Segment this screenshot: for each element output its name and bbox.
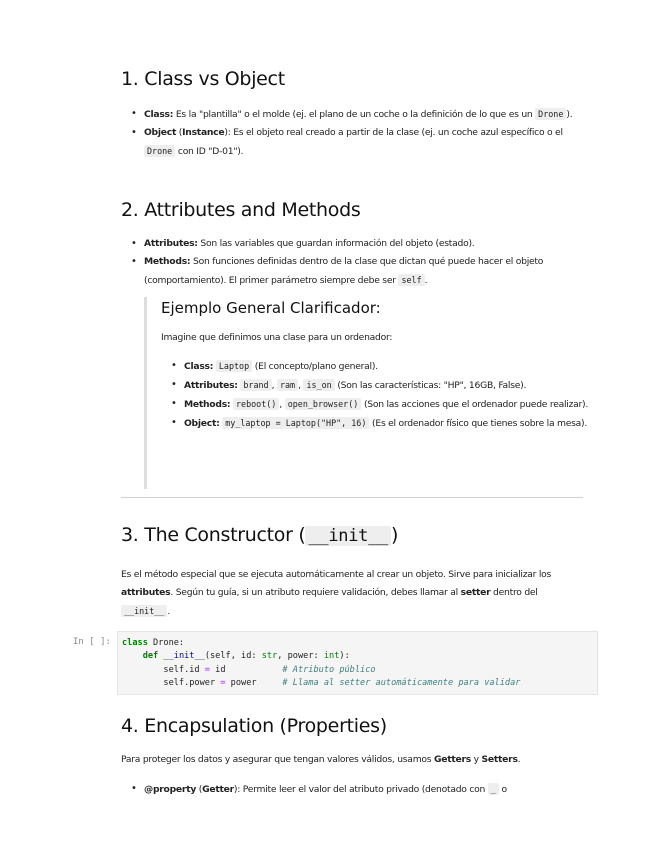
- title-text: ): [390, 524, 399, 546]
- inline-code: _: [488, 783, 499, 795]
- list-item: [121, 235, 583, 253]
- term-label: Getter: [202, 784, 234, 795]
- example-intro: Imagine que definimos una clase para un ordenador:: [161, 332, 393, 343]
- item-text: ):: [233, 784, 241, 795]
- list-item: [121, 124, 583, 161]
- section-title-encapsulation: 4. Encapsulation (Properties): [121, 715, 387, 737]
- code-text: self.power: [122, 677, 221, 688]
- list-item: [121, 253, 583, 290]
- inline-code: brand: [240, 379, 271, 391]
- encapsulation-list: [121, 780, 583, 799]
- paragraph-text: . Según tu guía, si un atributo requiere validación, debes llamar al: [170, 587, 461, 598]
- inline-code: reboot(): [233, 398, 279, 410]
- list-item: [161, 414, 597, 433]
- code-builtin: int: [323, 651, 340, 662]
- attributes-methods-list: [121, 235, 583, 290]
- bold-term: setter: [460, 587, 491, 598]
- code-operator: =: [204, 664, 210, 675]
- item-text: ).: [566, 109, 573, 120]
- paragraph-text: .: [517, 754, 521, 765]
- item-text: (Es el ordenador físico que tienes sobre la mesa).: [369, 418, 588, 429]
- code-comment: # Atributo público: [282, 664, 376, 675]
- inline-code: Drone: [144, 145, 175, 157]
- code-text: Drone:: [147, 638, 185, 648]
- code-text: [122, 651, 143, 661]
- inline-code: ram: [277, 379, 298, 391]
- list-item: [161, 357, 597, 376]
- cell-prompt: In [ ]:: [73, 637, 111, 647]
- item-text: .: [424, 275, 428, 286]
- title-text: 3. The Constructor (: [121, 524, 306, 546]
- title-code: __init__: [305, 526, 390, 546]
- item-text: Es la "plantilla" o el molde (ej. el plano de un coche o la definición de lo que es un: [173, 109, 536, 120]
- list-item: [161, 395, 597, 414]
- example-title: Ejemplo General Clarificador:: [161, 299, 381, 317]
- list-item: [121, 780, 583, 799]
- bold-term: attributes: [121, 587, 171, 598]
- item-text: ,: [298, 380, 304, 391]
- inline-code: my_laptop = Laptop("HP", 16): [222, 417, 369, 429]
- item-text: ,: [271, 380, 277, 391]
- paragraph-text: dentro del: [490, 587, 538, 598]
- example-blockquote: [144, 297, 597, 489]
- code-keyword: class: [122, 638, 148, 648]
- code-keyword: def: [142, 651, 159, 662]
- inline-code: is_on: [303, 379, 334, 391]
- code-text: self.id: [122, 664, 205, 675]
- term-label: Class:: [144, 109, 174, 120]
- item-text: Permite leer el valor del atributo privado (denotado con: [240, 784, 488, 795]
- class-object-list: [121, 105, 583, 161]
- term-label: Methods:: [184, 399, 231, 410]
- item-text: Son las variables que guardan información del objeto (estado).: [197, 238, 475, 249]
- item-text: (: [176, 127, 183, 138]
- paragraph-text: Es el método especial que se ejecuta automáticamente al crear un objeto. Sirve para inicializar los: [121, 569, 552, 580]
- code-function: __init__: [163, 651, 205, 662]
- section-title-class-vs-object: 1. Class vs Object: [121, 68, 285, 90]
- term-label: Methods:: [144, 256, 191, 267]
- term-label: Instance: [182, 127, 225, 138]
- item-text: ):: [224, 127, 231, 138]
- term-label: Attributes:: [184, 380, 238, 391]
- bold-term: Getters: [433, 754, 472, 765]
- code-text: power: [225, 677, 283, 688]
- inline-code: __init__: [121, 605, 167, 617]
- item-text: ,: [279, 399, 285, 410]
- item-text: (Son las acciones que el ordenador puede realizar).: [361, 399, 589, 410]
- section-title-attributes-methods: 2. Attributes and Methods: [121, 199, 361, 221]
- item-text: con ID "D-01").: [175, 146, 244, 157]
- item-text: Son funciones definidas dentro de la clase que dictan qué puede hacer el objeto (comportamiento). El primer parámetro siempre debe ser: [144, 256, 544, 286]
- list-item: [161, 376, 597, 395]
- example-list: [161, 357, 597, 433]
- term-label: @property: [144, 784, 197, 795]
- term-label: Object:: [184, 418, 220, 429]
- term-label: Attributes:: [144, 238, 198, 249]
- term-label: Class:: [184, 361, 214, 372]
- item-text: (Son las características: "HP", 16GB, False).: [334, 380, 527, 391]
- code-text: , power:: [277, 651, 324, 662]
- code-text: id: [209, 664, 283, 675]
- code-comment: # Llama al setter automáticamente para validar: [282, 677, 521, 688]
- horizontal-divider: [121, 497, 583, 498]
- code-cell[interactable]: [117, 631, 598, 695]
- term-label: Object: [144, 127, 177, 138]
- paragraph-text: Para proteger los datos y asegurar que tengan valores válidos, usamos: [121, 754, 434, 765]
- item-text: (: [196, 784, 203, 795]
- list-item: [121, 105, 583, 124]
- bold-term: Setters: [481, 754, 518, 765]
- inline-code: Drone: [535, 108, 566, 120]
- inline-code: open_browser(): [285, 398, 362, 410]
- code-text: (self, id:: [204, 651, 262, 662]
- item-text: (El concepto/plano general).: [252, 361, 378, 372]
- code-builtin: str: [261, 651, 278, 662]
- section-title-constructor: [121, 524, 398, 546]
- inline-code: self: [398, 274, 424, 286]
- code-operator: =: [220, 677, 226, 688]
- encapsulation-paragraph: [121, 751, 583, 769]
- paragraph-text: y: [471, 754, 482, 765]
- constructor-paragraph: [121, 566, 583, 621]
- inline-code: Laptop: [216, 360, 252, 372]
- item-text: o: [498, 784, 507, 795]
- item-text: Es el objeto real creado a partir de la clase (ej. un coche azul específico o el: [230, 127, 563, 138]
- paragraph-text: .: [167, 606, 171, 617]
- code-text: ):: [339, 651, 350, 662]
